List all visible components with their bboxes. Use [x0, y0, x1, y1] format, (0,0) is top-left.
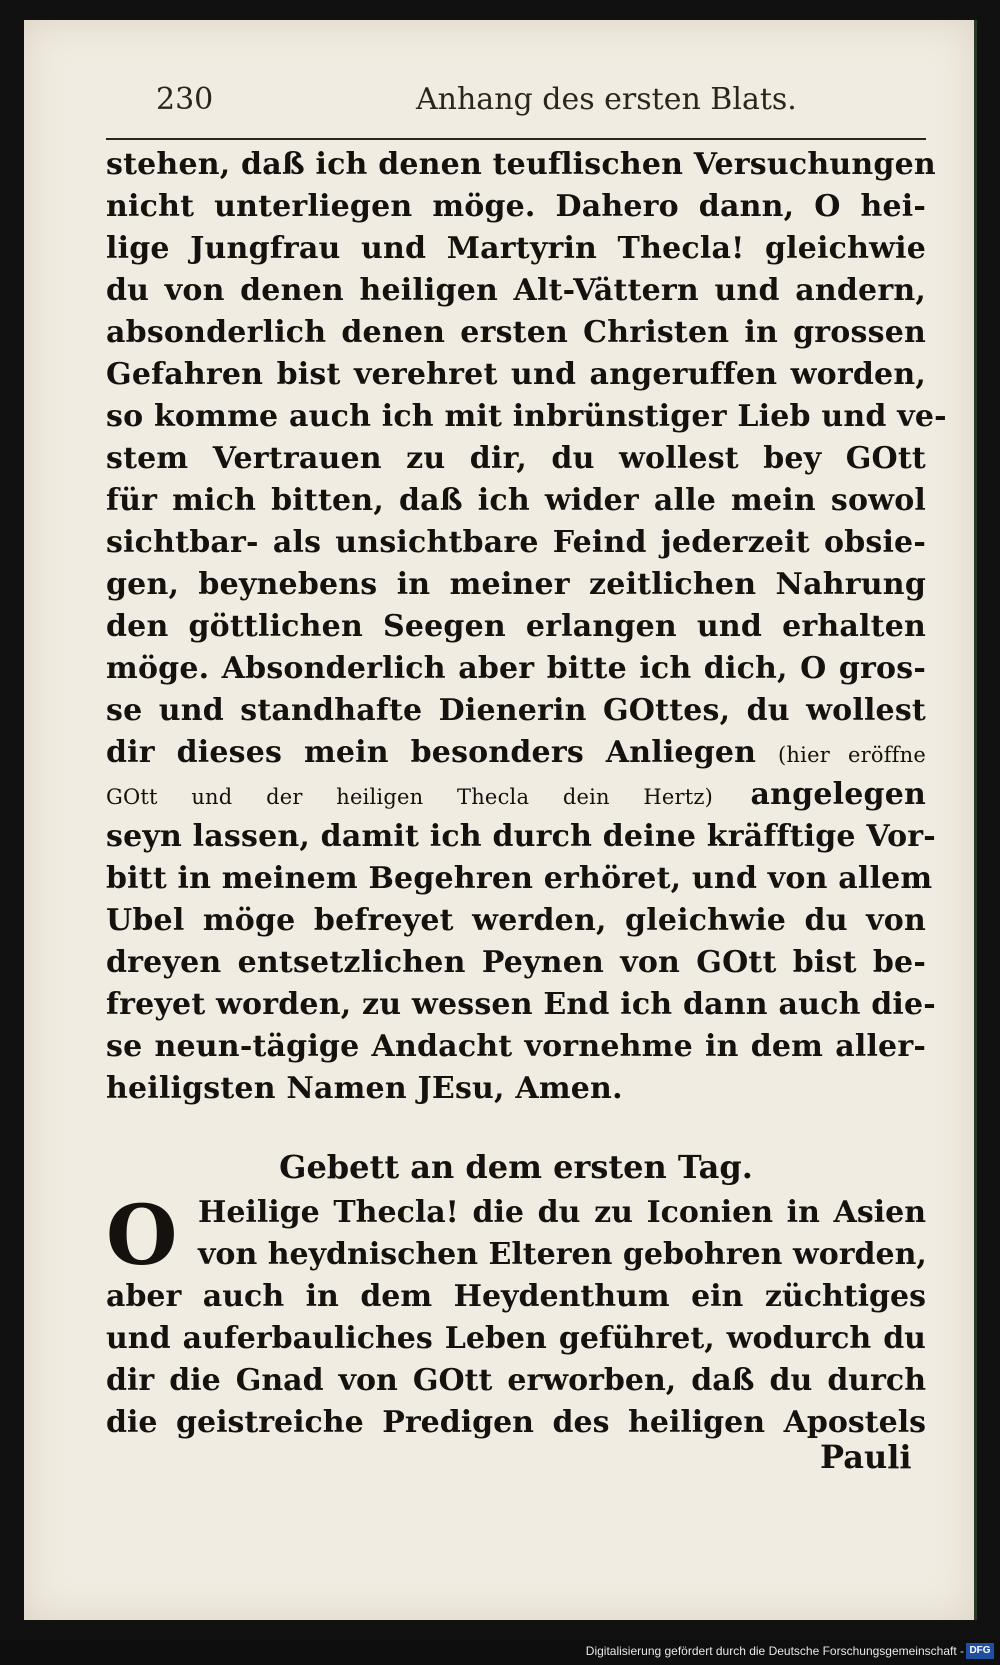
text-line-with-note	[106, 774, 926, 816]
text-line: Heilige Thecla! die du zu Iconien in Asien	[198, 1195, 926, 1230]
text-line: gen, beynebens in meiner zeitlichen Nahrung	[106, 567, 926, 602]
text-line: se neun-tägige Andacht vornehme in dem aller-	[106, 1029, 926, 1064]
text-line: lige Jungfrau und Martyrin Thecla! gleichwie	[106, 231, 926, 266]
text-line: aber auch in dem Heydenthum ein züchtiges	[106, 1279, 926, 1314]
text-line: seyn lassen, damit ich durch deine kräfftige Vor-	[106, 819, 936, 854]
section-heading: Gebett an dem ersten Tag.	[279, 1148, 753, 1186]
page-header	[106, 82, 926, 122]
catchword: Pauli	[820, 1438, 912, 1476]
text-line: möge. Absonderlich aber bitte ich dich, O gros-	[106, 651, 926, 686]
text-line: die geistreiche Predigen des heiligen Apostels	[106, 1405, 926, 1440]
page-number: 230	[156, 82, 214, 117]
text-line: für mich bitten, daß ich wider alle mein sowol	[106, 483, 926, 518]
text-line: den göttlichen Seegen erlangen und erhalten	[106, 609, 926, 644]
funding-credit: Digitalisierung gefördert durch die Deutsche Forschungsgemeinschaft -	[585, 1644, 964, 1658]
text-line: du von denen heiligen Alt-Vättern und andern,	[106, 273, 926, 308]
text-line: stem Vertrauen zu dir, du wollest bey GOtt	[106, 441, 926, 476]
text-line: Gefahren bist verehret und angeruffen worden,	[106, 357, 926, 392]
dfg-logo-icon: DFG	[966, 1643, 994, 1659]
text-fragment: angelegen	[750, 777, 926, 812]
running-title: Anhang des ersten Blats.	[416, 82, 797, 117]
drop-cap: O	[106, 1188, 178, 1284]
text-line: von heydnischen Elteren gebohren worden,	[198, 1237, 927, 1272]
text-line: heiligsten Namen JEsu, Amen.	[106, 1071, 623, 1106]
text-line: und auferbauliches Leben geführet, wodurch du	[106, 1321, 926, 1356]
text-fragment: dir dieses mein besonders Anliegen	[106, 735, 757, 770]
text-line: sichtbar- als unsichtbare Feind jederzeit obsie-	[106, 525, 926, 560]
text-line: dreyen entsetzlichen Peynen von GOtt bist be-	[106, 945, 926, 980]
text-line: nicht unterliegen möge. Dahero dann, O hei-	[106, 189, 926, 224]
text-line: dir die Gnad von GOtt erworben, daß du durch	[106, 1363, 926, 1398]
text-line: stehen, daß ich denen teuflischen Versuchungen	[106, 147, 936, 182]
header-rule	[106, 138, 926, 140]
text-line: freyet worden, zu wessen End ich dann auch die-	[106, 987, 936, 1022]
text-line: so komme auch ich mit inbrünstiger Lieb und ve-	[106, 399, 947, 434]
text-line: se und standhafte Dienerin GOttes, du wollest	[106, 693, 926, 728]
inline-note: GOtt und der heiligen Thecla dein Hertz)	[106, 785, 714, 809]
text-line-with-note	[106, 732, 926, 774]
inline-note: (hier eröffne	[778, 743, 926, 767]
prayer-paragraph	[106, 1188, 927, 1444]
text-line: bitt in meinem Begehren erhöret, und von allem	[106, 861, 933, 896]
text-line: absonderlich denen ersten Christen in grossen	[106, 315, 926, 350]
text-line: Ubel möge befreyet werden, gleichwie du von	[106, 903, 926, 938]
body-text	[106, 144, 947, 1110]
